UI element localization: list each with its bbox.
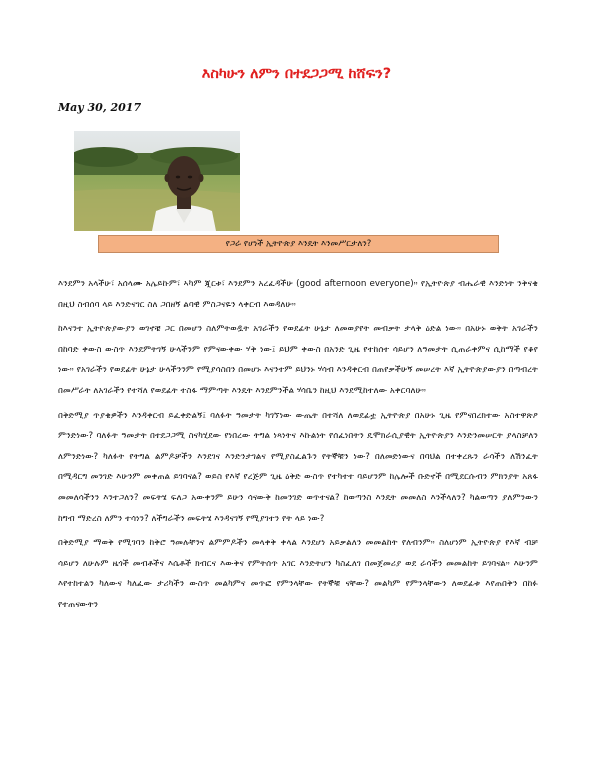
- paragraph-questions: በቅድሚያ ጥያቄዎችን እንዳቀርብ ይፈቀድልኝ፤ ባለፉት ዓመታት ካገኘነው ውጤት በተሻለ ለወደፊቷ ኢትዮጵያ በአሁኑ ጊዜ የምናበረክተው አስተዋጽዖ ምንድነው? ባለፉት ዓመታት በተደጋጋሚ ስናካሂደው የነበረው ትግል ነጻነትና እኩልነት የሰፈነበትን ዴሞክራሲያዊት ኢትዮጵያን እንድንመሠርት ያላስቻለን ለምንድነው? ካለፉት የትግል ልምዶቻችን እንደገና እንድንታገልና የሚያስፈልጉን የትኞቹን ነው? በለመድነውና በባህል በተቀረጹን ራሳችን ለሽንፈት በሚዳርግ መንገድ እሁንም መቀጠል ይገባናል? ወይስ የእኛ የረጅም ጊዜ ዕቅድ ውስጥ የተካተተ ባይሆንም ከሌሎች ቡድኖች በሚደርሱብን ምክንያት አጸፋ መመለሳችንን እንተጋለን? መፍትሄ ፍለጋ አውቀንም ይሁን ሳናውቅ ከመንገድ ወጥተናል? ከወጣንስ እንዴት መመለስ እንችላለን? ካልወጣን ያለምንውን ከግብ ማድረስ ለምን ተሳነን? ለችግራችን መፍትሄ እንዳናገኝ የሚያገተን የት ላይ ነው?: [58, 410, 538, 524]
- photo-caption-bar: የጋራ የሆነች ኢትዮጵያ እንዴት እንመሥርታለን?: [98, 235, 499, 253]
- paragraph-greeting: እንደምን አላችሁ፣ አሰላሙ አሌይኩም፣ ኣካም ጂርቱ፣ እንደምን አረፈዳችሁ (good afternoon everyone)። የኢትዮጵያ ብሔራዊ እንድነት ንቅናቄ በዚህ ስብሰባ ላይ እንድናገር ስለ ጋበዘኝ ልባዊ ምስጋናዬን ላቀርብ እወዳለሁ።: [58, 279, 538, 310]
- paragraph-reflection: በቅድሚያ ማወቅ የሚገባን ከቅሮ ዓመሉቸንና ልምምዶችን መላቀቅ ቀላል እንደሆነ አይቃልለን መመልከት የለብንም። ስለሆነም ኢትዮጵያ የእኛ ብቻ ሳይሆን ለሁሉም ዜጎች መብቶችና እሴቶች ክብርና እውቅና የምትሰጥ አገር እንድትሆን ካስፈለገ በመጀመሪያ ወደ ራሳችን መመልከት ይገባናል። እሁንም እየተከተልን ካለውና ካለፈው ታሪካችን ውስጥ መልካምና መጥፎ የምንላቸው የትኞቹ ናቸው? መልካም የምንላቸውን ለወደፊቱ እየጠበቅን በከፉ የተጠናውትን: [58, 538, 538, 610]
- paragraph-introduction: ከእናንተ ኢትዮጵያውያን ወገኖቼ ጋር በመሆን ስለምትወዷት አገራችን የወደፊት ሁኔታ ለመወያየት መብቃት ታላቅ ዕድል ነው። በአሁኑ ወቅት አገራችን በከባድ ቀውስ ውስጥ እንደምትገኝ ሁላችንም የምናውቀው ሃቅ ነው፤ ይህም ቀውስ በአንድ ጊዜ የተከሰተ ሳይሆን ለዓመታት ሲጠራቀምና ሲከማች የቆየ ነው። የአገራችን የወደፊት ሁኔታ ሁላችንንም የሚያሳስበን በመሆኑ እናንተም ይህንኑ ሃሳብ እንዳቀርብ በጠየቃችሁኝ መሠረት እኛ ኢትዮጵያውያን በጣብረት በመሥራት ለአገራችን የተሻለ የወደፊት ተስፋ ማምጣት እንዴት እንደምንችል ሃሳቤን ከዚህ እንደሚከተለው አቀርባለሁ።: [58, 324, 538, 396]
- publication-date: May 30, 2017: [58, 101, 142, 114]
- document-title: እስካሁን ለምን በተደጋጋሚ ከሸፍን?: [201, 66, 392, 82]
- article-body: [58, 274, 538, 620]
- portrait-photo: [74, 131, 240, 231]
